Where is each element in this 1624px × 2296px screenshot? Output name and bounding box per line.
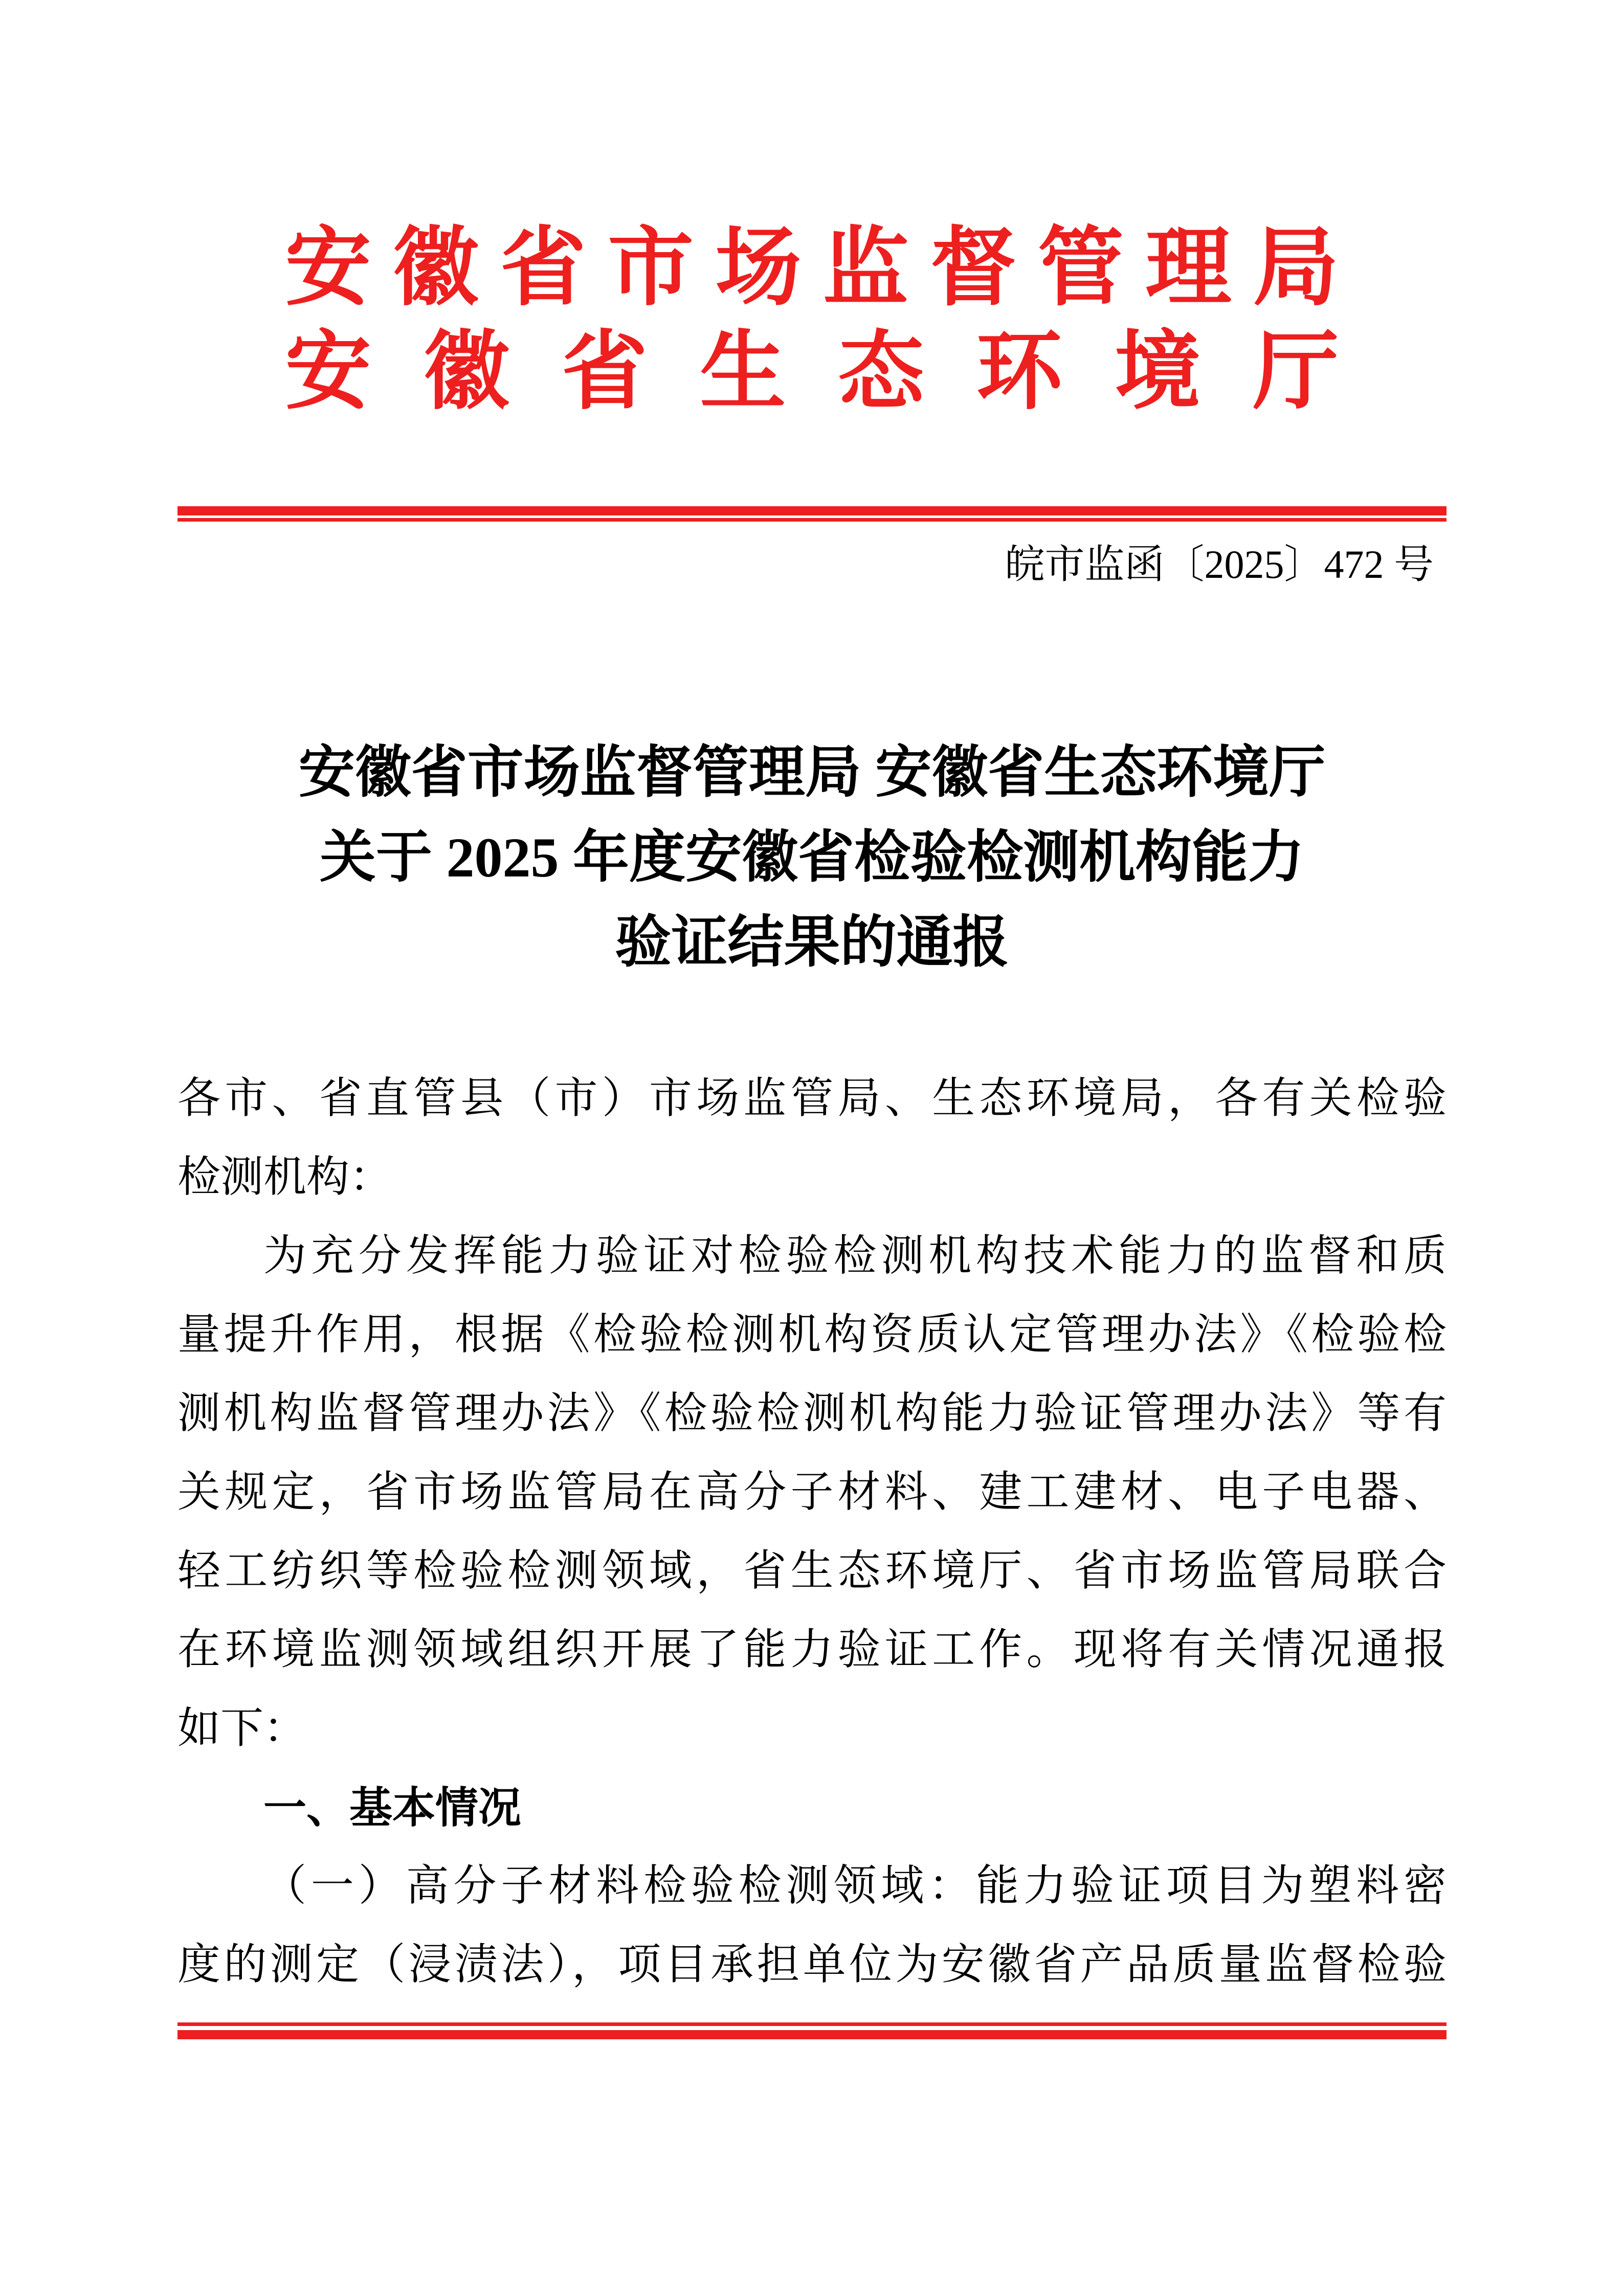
footer-rule-thick [177, 2030, 1447, 2039]
document-number: 皖市监函〔2025〕472 号 [1005, 542, 1434, 587]
body-line-12: 度的测定（浸渍法），项目承担单位为安徽省产品质量监督检验 [177, 1941, 1447, 1989]
title-line-3: 验证结果的通报 [615, 911, 1009, 974]
body-line-9: 如下： [177, 1705, 307, 1752]
footer-rule-thin [177, 2022, 1447, 2026]
document-title [177, 730, 1447, 985]
letterhead-rule-thin [177, 518, 1447, 522]
letterhead-rule-thick [177, 506, 1447, 515]
body-line-4: 量提升作用，根据《检验检测机构资质认定管理办法》《检验检 [177, 1311, 1447, 1359]
agency-name-line-2: 安徽省生态环境厅 [285, 325, 1339, 420]
body-line-1: 各市、省直管县（市）市场监管局、生态环境局，各有关检验 [177, 1075, 1447, 1122]
body-line-5: 测机构监督管理办法》《检验检测机构能力验证管理办法》等有 [177, 1390, 1447, 1437]
body-line-6: 关规定，省市场监管局在高分子材料、建工建材、电子电器、 [177, 1469, 1447, 1516]
title-line-2: 关于 2025 年度安徽省检验检测机构能力 [320, 826, 1304, 889]
letterhead [285, 217, 1339, 424]
agency-name-line-1: 安徽省市场监督管理局 [285, 221, 1339, 316]
section-heading: 一、基本情况 [263, 1784, 522, 1832]
body-line-7: 轻工纺织等检验检测领域，省生态环境厅、省市场监管局联合 [177, 1547, 1447, 1595]
document-body [177, 1060, 1447, 2005]
body-line-3: 为充分发挥能力验证对检验检测机构技术能力的监督和质 [263, 1232, 1447, 1280]
body-line-2: 检测机构： [177, 1154, 393, 1201]
title-line-1: 安徽省市场监督管理局 安徽省生态环境厅 [298, 741, 1326, 804]
body-line-8: 在环境监测领域组织开展了能力验证工作。现将有关情况通报 [177, 1626, 1447, 1674]
body-line-11: （一）高分子材料检验检测领域：能力验证项目为塑料密 [263, 1862, 1447, 1910]
